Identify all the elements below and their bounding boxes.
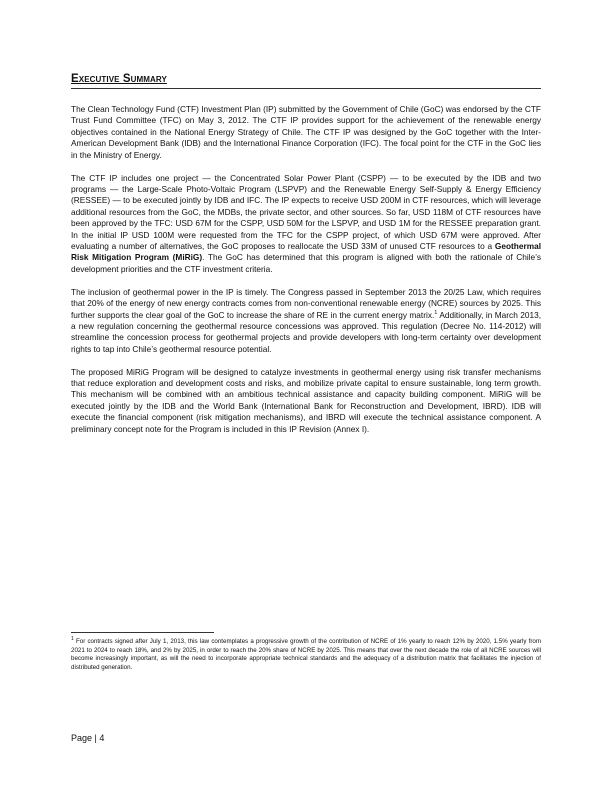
heading-rule: [71, 88, 541, 89]
paragraph-2-text-start: The CTF IP includes one project — the Concentrated Solar Power Plant (CSPP) — to be executed by the IDB and two programs — the Large-Scale Photo-Voltaic Program (LSPVP) and the Renewable Energy Self-Supply & Energy Efficiency (RESSEE) — to be executed jointly by IDB and IFC. The IP expects to receive USD 200M in CTF resources, which will leverage additional resources from the GoC, the MDBs, the private sector, and other sources. So far, USD 118M of CTF resources have been approved by the TFC: USD 67M for the CSPP, USD 50M for the LSPVP, and USD 1M for the RESSEE preparation grant. In the initial IP USD 100M were requested from the TFC for the CSPP project, of which USD 67M were approved. After evaluating a number of alternatives, the GoC proposes to reallocate the USD 33M of unused CTF resources to a: [71, 172, 541, 251]
footnote-text: For contracts signed after July 1, 2013, this law contemplates a progressive growth of the contribution of NCRE of 1% yearly to reach 12% by 2020, 1.5% yearly from 2021 to 2024 to reach 18%, and 2% by 2025, in order to reach the 20% share of NCRE by 2025. This means that over the next decade the role of all NCRE sources will become increasingly important, as will the need to incorporate appropriate technical standards and the adequacy of a distribution matrix that facilitates the injection of distributed generation.: [71, 638, 541, 671]
page-number: Page | 4: [71, 733, 105, 743]
paragraph-1-text: The Clean Technology Fund (CTF) Investment Plan (IP) submitted by the Government of Chile (GoC) was endorsed by the CTF Trust Fund Committee (TFC) on May 3, 2012. The CTF IP provides support for the achievement of the renewable energy objectives contained in the National Energy Strategy of Chile. The CTF IP was designed by the GoC together with the Inter-American Development Bank (IDB) and the International Finance Corporation (IFC). The focal point for the CTF in the GoC lies in the Ministry of Energy.: [71, 104, 541, 160]
paragraph-3-text-start: The inclusion of geothermal power in the IP is timely. The Congress passed in September 2013 the 20/25 Law, which requires that 20% of the energy of new energy contracts comes from non-conventional renewable energy (NCRE) sources by 2025. This further supports the clear goal of the GoC to increase the share of RE in the current energy matrix.: [71, 286, 541, 320]
section-heading: Executive Summary: [71, 73, 167, 85]
body-text: [71, 104, 541, 447]
program-name-bold: Geothermal Risk Mitigation Program (MiRiG): [71, 240, 541, 263]
paragraph-4: [71, 367, 541, 435]
paragraph-3-text-end: Additionally, in March 2013, a new regulation concerning the geothermal resource concessions was approved. This regulation (Decree No. 114-2012) will streamline the concession process for geothermal projects and provide developers with long-term certainty over development rights to tap into Chile’s geothermal resource potential.: [71, 309, 542, 354]
footnote-reference[interactable]: 1: [434, 309, 438, 316]
paragraph-2-text-end: . The GoC has determined that this program is aligned with both the rationale of Chile’s development priorities and the CTF investment criteria.: [71, 252, 541, 274]
footnote-marker: 1: [71, 635, 74, 642]
paragraph-2: [71, 173, 541, 276]
paragraph-1: [71, 104, 541, 161]
document-page: [71, 0, 541, 792]
footnote: [71, 635, 541, 672]
paragraph-3: [71, 287, 541, 355]
footnote-separator: [71, 632, 214, 633]
paragraph-4-text: The proposed MiRiG Program will be designed to catalyze investments in geothermal energy using risk transfer mechanisms that reduce exploration and development costs and risks, and mobilize private capital to ensure sustainable, long term growth. This mechanism will be combined with an ambitious technical assistance and capacity building component. MiRiG will be executed jointly by the IDB and the World Bank (International Bank for Reconstruction and Development, IBRD). IDB will execute the financial component (risk mitigation mechanisms), and IBRD will execute the technical assistance component. A preliminary concept note for the Program is included in this IP Revision (Annex I).: [71, 366, 541, 434]
